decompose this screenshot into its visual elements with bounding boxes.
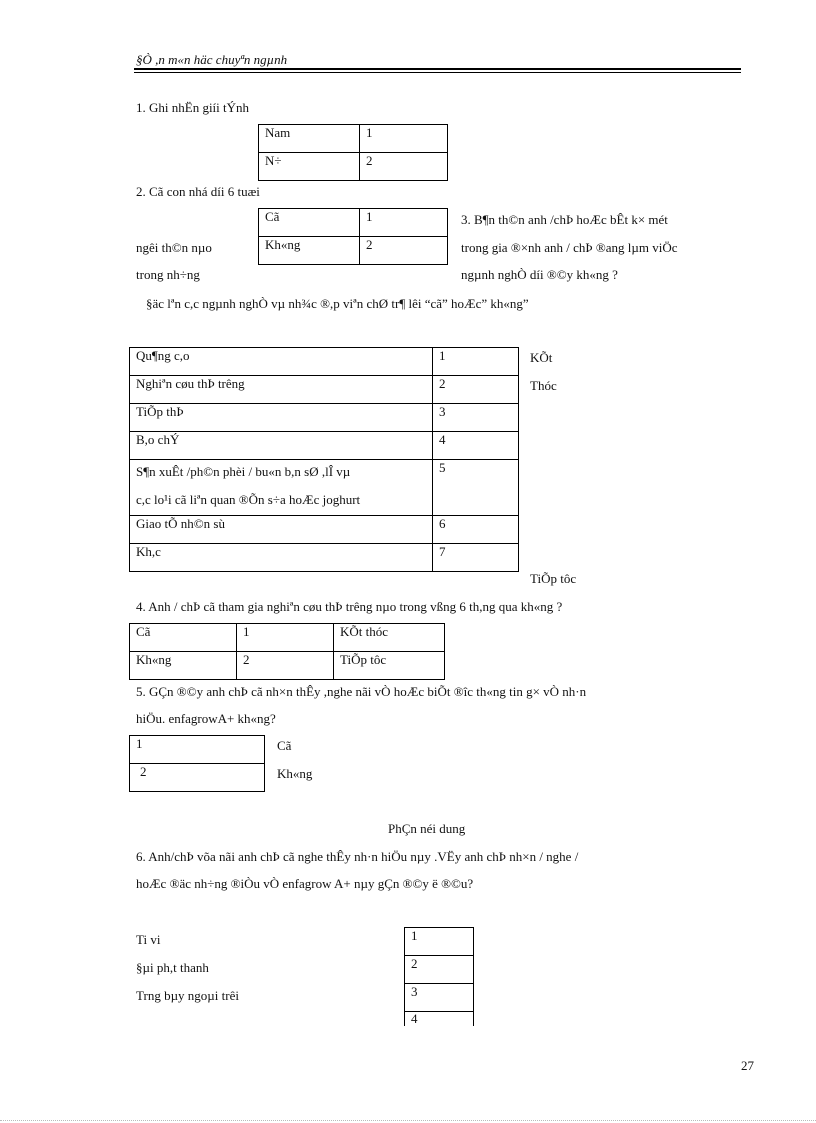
table-cell: 4 <box>405 1012 474 1027</box>
q3-text: ngµnh nghÒ díi ®©y kh«ng ? <box>461 267 618 282</box>
page-number: 27 <box>741 1058 754 1073</box>
q5-option-label: Cã <box>277 738 292 753</box>
table-cell: 1 <box>360 125 448 153</box>
q3-left-text: ngêi th©n nµo <box>136 240 212 255</box>
q3-instruction: §äc lªn c,c ngµnh nghÒ vµ nh¾c ®,p viªn chØ tr¶ lêi “cã” hoÆc” kh«ng” <box>146 296 529 311</box>
table-cell: 2 <box>405 956 474 984</box>
table-cell: Cã <box>130 624 237 652</box>
table-row <box>130 348 519 376</box>
table-row <box>259 125 448 153</box>
table-cell: 3 <box>405 984 474 1012</box>
table-cell: B,o chÝ <box>130 432 433 460</box>
table-row <box>405 984 474 1012</box>
table-cell: Nam <box>259 125 360 153</box>
table-cell: Kh«ng <box>130 652 237 680</box>
table-row <box>405 1012 474 1027</box>
table-cell: Nghiªn cøu thÞ trêng <box>130 376 433 404</box>
table-row <box>130 764 265 792</box>
table-cell: 1 <box>405 928 474 956</box>
table-cell: TiÕp tôc <box>334 652 445 680</box>
q6-text: 6. Anh/chÞ võa nãi anh chÞ cã nghe thÊy nh·n hiÖu nµy .VËy anh chÞ nh×n / nghe / <box>136 849 579 864</box>
table-cell: TiÕp thÞ <box>130 404 433 432</box>
table-cell: 2 <box>360 153 448 181</box>
table-row <box>405 928 474 956</box>
table-cell: 1 <box>237 624 334 652</box>
table-row <box>259 237 448 265</box>
page-bottom-divider <box>0 1120 816 1121</box>
q5-table <box>129 735 265 792</box>
table-row <box>405 956 474 984</box>
q3-side-continue: TiÕp tôc <box>530 571 577 586</box>
table-cell: KÕt thóc <box>334 624 445 652</box>
table-cell: 1 <box>360 209 448 237</box>
table-cell <box>130 460 433 516</box>
q6-table <box>404 927 474 1026</box>
q3-text: 3. B¶n th©n anh /chÞ hoÆc bÊt k× mét <box>461 212 668 227</box>
table-cell: 2 <box>237 652 334 680</box>
table-row <box>259 209 448 237</box>
table-row <box>130 432 519 460</box>
q3-text: trong gia ®×nh anh / chÞ ®ang lµm viÖc <box>461 240 678 255</box>
q6-text: hoÆc ®äc nh÷ng ®iÒu vÒ enfagrow A+ nµy gÇn ®©y ë ®©u? <box>136 876 474 891</box>
q4-label: 4. Anh / chÞ cã tham gia nghiªn cøu thÞ trêng nµo trong vßng 6 th,ng qua kh«ng ? <box>136 599 563 614</box>
table-cell: 1 <box>433 348 519 376</box>
table-cell-line: S¶n xuÊt /ph©n phèi / bu«n b,n sØ ,lÎ vµ <box>136 464 351 479</box>
table-row <box>130 544 519 572</box>
table-cell: 2 <box>360 237 448 265</box>
table-cell: 1 <box>130 736 265 764</box>
q1-label: 1. Ghi nhËn giíi tÝnh <box>136 100 250 115</box>
table-cell: 2 <box>433 376 519 404</box>
table-cell: 4 <box>433 432 519 460</box>
q5-text: 5. GÇn ®©y anh chÞ cã nh×n thÊy ,nghe nãi vÒ hoÆc biÕt ®îc th«ng tin g× vÒ nh·n <box>136 684 587 699</box>
table-cell: N÷ <box>259 153 360 181</box>
q3-side-end2: Thóc <box>530 378 557 393</box>
q3-side-end: KÕt <box>530 350 553 365</box>
table-cell: Kh,c <box>130 544 433 572</box>
document-header: §Ò ,n m«n häc chuyªn ngµnh <box>136 52 288 67</box>
table-row <box>130 624 445 652</box>
q2-label: 2. Cã con nhá díi 6 tuæi <box>136 184 260 199</box>
q6-option-label: Trng bµy ngoµi trêi <box>136 988 239 1003</box>
table-cell: 3 <box>433 404 519 432</box>
q3-table <box>129 347 519 572</box>
table-cell: 7 <box>433 544 519 572</box>
table-cell-line: c,c lo¹i cã liªn quan ®Õn s÷a hoÆc joghurt <box>136 492 361 507</box>
table-row <box>130 460 519 516</box>
q3-left-text: trong nh÷ng <box>136 267 200 282</box>
table-row <box>130 516 519 544</box>
table-cell: Cã <box>259 209 360 237</box>
q6-option-label: Ti vi <box>136 932 161 947</box>
q6-option-label: §µi ph,t thanh <box>136 960 209 975</box>
q2-table <box>258 208 448 265</box>
header-rule <box>134 68 741 70</box>
table-cell: 2 <box>130 764 265 792</box>
q4-table <box>129 623 445 680</box>
table-row <box>130 736 265 764</box>
q5-text: hiÖu. enfagrowA+ kh«ng? <box>136 711 276 726</box>
table-cell: Giao tÕ nh©n sù <box>130 516 433 544</box>
table-row <box>259 153 448 181</box>
q1-table <box>258 124 448 181</box>
section-title: PhÇn néi dung <box>388 821 466 836</box>
q5-option-label: Kh«ng <box>277 766 313 781</box>
table-cell: Kh«ng <box>259 237 360 265</box>
table-cell: 6 <box>433 516 519 544</box>
table-row <box>130 404 519 432</box>
table-cell: 5 <box>433 460 519 516</box>
header-rule-thin <box>134 72 741 73</box>
table-cell: Qu¶ng c,o <box>130 348 433 376</box>
table-row <box>130 376 519 404</box>
table-row <box>130 652 445 680</box>
